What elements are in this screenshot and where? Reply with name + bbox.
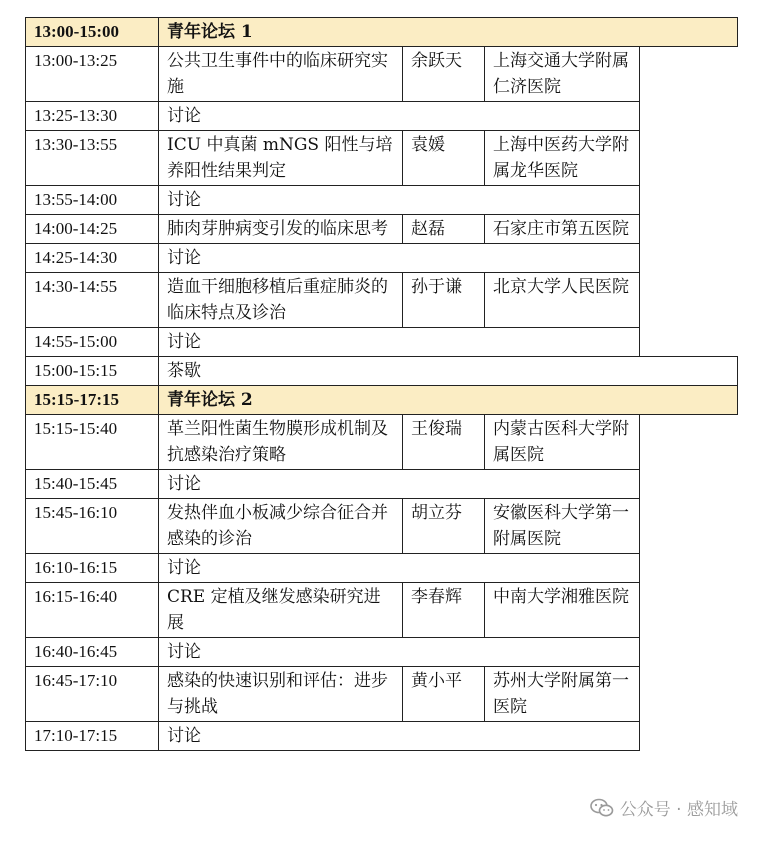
- table-row: [26, 215, 738, 244]
- row-time: 17:10-17:15: [26, 722, 159, 751]
- row-topic: 讨论: [159, 102, 640, 131]
- row-time: 14:00-14:25: [26, 215, 159, 244]
- row-time: 14:55-15:00: [26, 328, 159, 357]
- row-speaker: 胡立芬: [403, 499, 485, 554]
- row-topic: 发热伴血小板减少综合征合并感染的诊治: [159, 499, 403, 554]
- blank-cell: [640, 638, 738, 667]
- row-affiliation: 上海中医药大学附属龙华医院: [485, 131, 640, 186]
- row-speaker: 孙于谦: [403, 273, 485, 328]
- blank-cell: [640, 667, 738, 722]
- row-time: 14:30-14:55: [26, 273, 159, 328]
- blank-cell: [640, 328, 738, 357]
- wechat-icon: [590, 798, 614, 818]
- row-time: 16:40-16:45: [26, 638, 159, 667]
- blank-cell: [640, 244, 738, 273]
- row-speaker: 余跃天: [403, 47, 485, 102]
- blank-cell: [640, 470, 738, 499]
- section-title: 青年论坛 2: [159, 386, 738, 415]
- table-row: [26, 667, 738, 722]
- section-time: 13:00-15:00: [26, 18, 159, 47]
- row-speaker: 赵磊: [403, 215, 485, 244]
- table-row: [26, 638, 738, 667]
- table-row: [26, 554, 738, 583]
- table-row: [26, 499, 738, 554]
- row-speaker: 袁媛: [403, 131, 485, 186]
- row-topic: 茶歇: [159, 357, 738, 386]
- row-speaker: 李春辉: [403, 583, 485, 638]
- watermark: [590, 795, 738, 820]
- row-topic: 造血干细胞移植后重症肺炎的临床特点及诊治: [159, 273, 403, 328]
- row-time: 16:45-17:10: [26, 667, 159, 722]
- section-header: [26, 18, 738, 47]
- blank-cell: [640, 583, 738, 638]
- row-time: 15:40-15:45: [26, 470, 159, 499]
- blank-cell: [640, 273, 738, 328]
- blank-cell: [640, 215, 738, 244]
- blank-cell: [640, 554, 738, 583]
- row-affiliation: 安徽医科大学第一附属医院: [485, 499, 640, 554]
- row-topic: CRE 定植及继发感染研究进展: [159, 583, 403, 638]
- row-topic: 讨论: [159, 244, 640, 273]
- section-header: [26, 386, 738, 415]
- table-row: [26, 722, 738, 751]
- table-row: [26, 470, 738, 499]
- row-topic: 讨论: [159, 554, 640, 583]
- row-time: 13:55-14:00: [26, 186, 159, 215]
- table-row: [26, 131, 738, 186]
- row-time: 13:25-13:30: [26, 102, 159, 131]
- row-affiliation: 上海交通大学附属仁济医院: [485, 47, 640, 102]
- row-topic: 肺肉芽肿病变引发的临床思考: [159, 215, 403, 244]
- row-topic: 讨论: [159, 722, 640, 751]
- blank-cell: [640, 186, 738, 215]
- section-title: 青年论坛 1: [159, 18, 738, 47]
- row-affiliation: 苏州大学附属第一医院: [485, 667, 640, 722]
- table-row: [26, 244, 738, 273]
- row-time: 15:00-15:15: [26, 357, 159, 386]
- table-row: [26, 328, 738, 357]
- table-row: [26, 186, 738, 215]
- table-row: [26, 273, 738, 328]
- row-affiliation: 中南大学湘雅医院: [485, 583, 640, 638]
- table-row: [26, 357, 738, 386]
- blank-cell: [640, 131, 738, 186]
- blank-cell: [640, 722, 738, 751]
- table-row: [26, 47, 738, 102]
- row-topic: 讨论: [159, 470, 640, 499]
- row-time: 15:15-15:40: [26, 415, 159, 470]
- table-row: [26, 415, 738, 470]
- row-topic: 感染的快速识别和评估：进步与挑战: [159, 667, 403, 722]
- table-row: [26, 583, 738, 638]
- row-topic: 讨论: [159, 186, 640, 215]
- row-topic: ICU 中真菌 mNGS 阳性与培养阳性结果判定: [159, 131, 403, 186]
- blank-cell: [640, 47, 738, 102]
- row-affiliation: 北京大学人民医院: [485, 273, 640, 328]
- row-topic: 革兰阳性菌生物膜形成机制及抗感染治疗策略: [159, 415, 403, 470]
- watermark-text: 公众号 · 感知域: [619, 800, 738, 820]
- schedule-table: [25, 17, 738, 751]
- row-time: 15:45-16:10: [26, 499, 159, 554]
- row-time: 16:10-16:15: [26, 554, 159, 583]
- blank-cell: [640, 102, 738, 131]
- blank-cell: [640, 415, 738, 470]
- row-time: 13:30-13:55: [26, 131, 159, 186]
- row-topic: 讨论: [159, 638, 640, 667]
- table-row: [26, 102, 738, 131]
- row-time: 16:15-16:40: [26, 583, 159, 638]
- row-speaker: 王俊瑞: [403, 415, 485, 470]
- row-speaker: 黄小平: [403, 667, 485, 722]
- section-time: 15:15-17:15: [26, 386, 159, 415]
- row-affiliation: 石家庄市第五医院: [485, 215, 640, 244]
- row-affiliation: 内蒙古医科大学附属医院: [485, 415, 640, 470]
- blank-cell: [640, 499, 738, 554]
- row-time: 14:25-14:30: [26, 244, 159, 273]
- row-topic: 公共卫生事件中的临床研究实施: [159, 47, 403, 102]
- row-time: 13:00-13:25: [26, 47, 159, 102]
- row-topic: 讨论: [159, 328, 640, 357]
